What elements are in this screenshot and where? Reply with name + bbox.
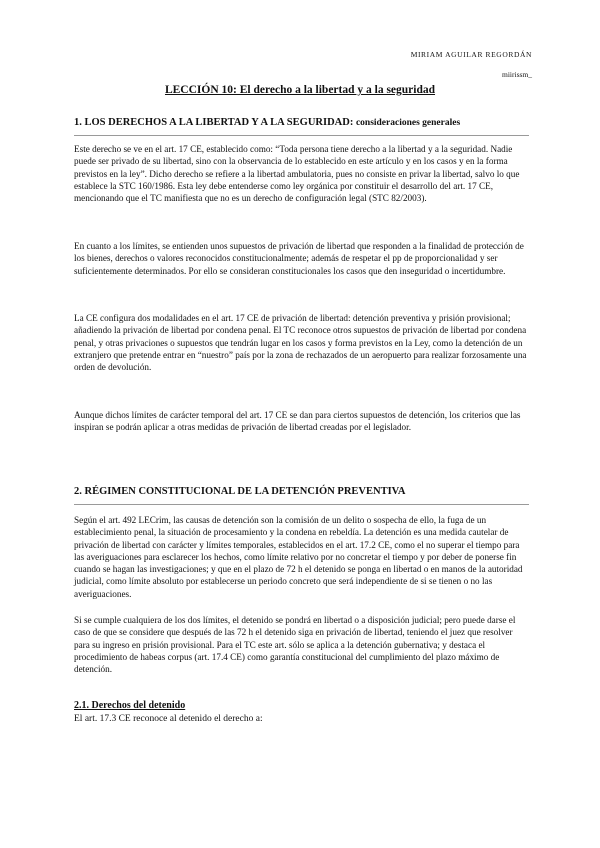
page-title: LECCIÓN 10: El derecho a la libertad y a la seguridad <box>164 84 436 96</box>
section-1-heading-sub: consideraciones generales <box>355 118 461 128</box>
section-1-paragraph-1: Este derecho se ve en el art. 17 CE, establecido como: “Toda persona tiene derecho a la libertad y a la seguridad. Nadie puede ser privado de su libertad, sino con la observancia de lo establecido en este artículo y en los casos y en la forma previstos en la ley”. Dicho derecho se refiere a la libertad ambulatoria, pues no consiste en privar la libertad, salvo lo que establece la STC 160/1986. Esta ley debe entenderse como ley orgánica por constituir el desarrollo del art. 17 CE, mencionando que el TC manifiesta que no es un derecho de configuración legal (STC 82/2003). <box>74 144 520 204</box>
subsection-2-1-heading: 2.1. Derechos del detenido <box>74 700 186 711</box>
section-2-paragraph-2: Si se cumple cualquiera de los dos límites, el detenido se pondrá en libertad o a disposición judicial; pero puede darse el caso de que se considere que después de las 72 h el detenido siga en privación de libertad, teniendo el juez que resolver para su ingreso en prisión provisional. Para el TC este art. sólo se aplica a la detención gubernativa; y destaca el procedimiento de habeas corpus (art. 17.4 CE) como garantía constitucional del cumplimiento del plazo máximo de detención. <box>74 615 516 675</box>
section-2-heading-main: 2. RÉGIMEN CONSTITUCIONAL DE LA DETENCIÓN PREVENTIVA <box>74 486 406 497</box>
author-handle: miirissm_ <box>501 70 532 79</box>
section-1-rule <box>74 135 529 136</box>
section-1-paragraph-4: Aunque dichos límites de carácter temporal del art. 17 CE se dan para ciertos supuestos de detención, los criterios que las inspiran se podrán aplicar a otras medidas de privación de libertad creadas por el legislador. <box>74 410 521 433</box>
section-1-paragraph-2: En cuanto a los límites, se entienden unos supuestos de privación de libertad que responden a la finalidad de protección de los bienes, derechos o valores reconocidos constitucionalmente; además de respetar el pp de proporcionalidad y ser suficientemente determinados. Por ello se consideran constitucionales los casos que den inseguridad o incertidumbre. <box>74 241 524 276</box>
section-1-heading-main: 1. LOS DERECHOS A LA LIBERTAD Y A LA SEGURIDAD: <box>74 117 354 128</box>
section-1-paragraph-3: La CE configura dos modalidades en el art. 17 CE de privación de libertad: detención preventiva y prisión provisional; añadiendo la privación de libertad por condena penal. El TC reconoce otros supuestos de privación de libertad por condena penal, y otras privaciones o supuestos que tendrán lugar en los casos y forma previstos en la Ley, como la detención de un extranjero que pretende entrar en “nuestro” país por la zona de rechazados de un aeropuerto para realizar forzosamente una orden de devolución. <box>74 313 527 373</box>
section-2-rule <box>74 504 529 505</box>
section-2-heading <box>74 486 529 497</box>
subsection-2-1-text: El art. 17.3 CE reconoce al detenido el derecho a: <box>74 714 263 724</box>
author-name: MIRIAM AGUILAR REGORDÁN <box>410 50 532 59</box>
section-1-heading <box>74 117 529 128</box>
section-2-paragraph-1: Según el art. 492 LECrim, las causas de detención son la comisión de un delito o sospecha de ello, la fuga de un establecimiento penal, la situación de procesamiento y la condena en rebeldía. La detención es una medida cautelar de privación de libertad con carácter y límites temporales, establecidos en el art. 17.2 CE, como el no superar el tiempo para las averiguaciones para esclarecer los hechos, como límite relativo por no concretar el tiempo y por deber de ponerse fin cuando se hagan las investigaciones; y que en el plazo de 72 h el detenido se ponga en libertad o en manos de la autoridad judicial, como límite absoluto por establecerse un periodo concreto que será independiente de si se tienen o no las averiguaciones. <box>74 515 523 599</box>
